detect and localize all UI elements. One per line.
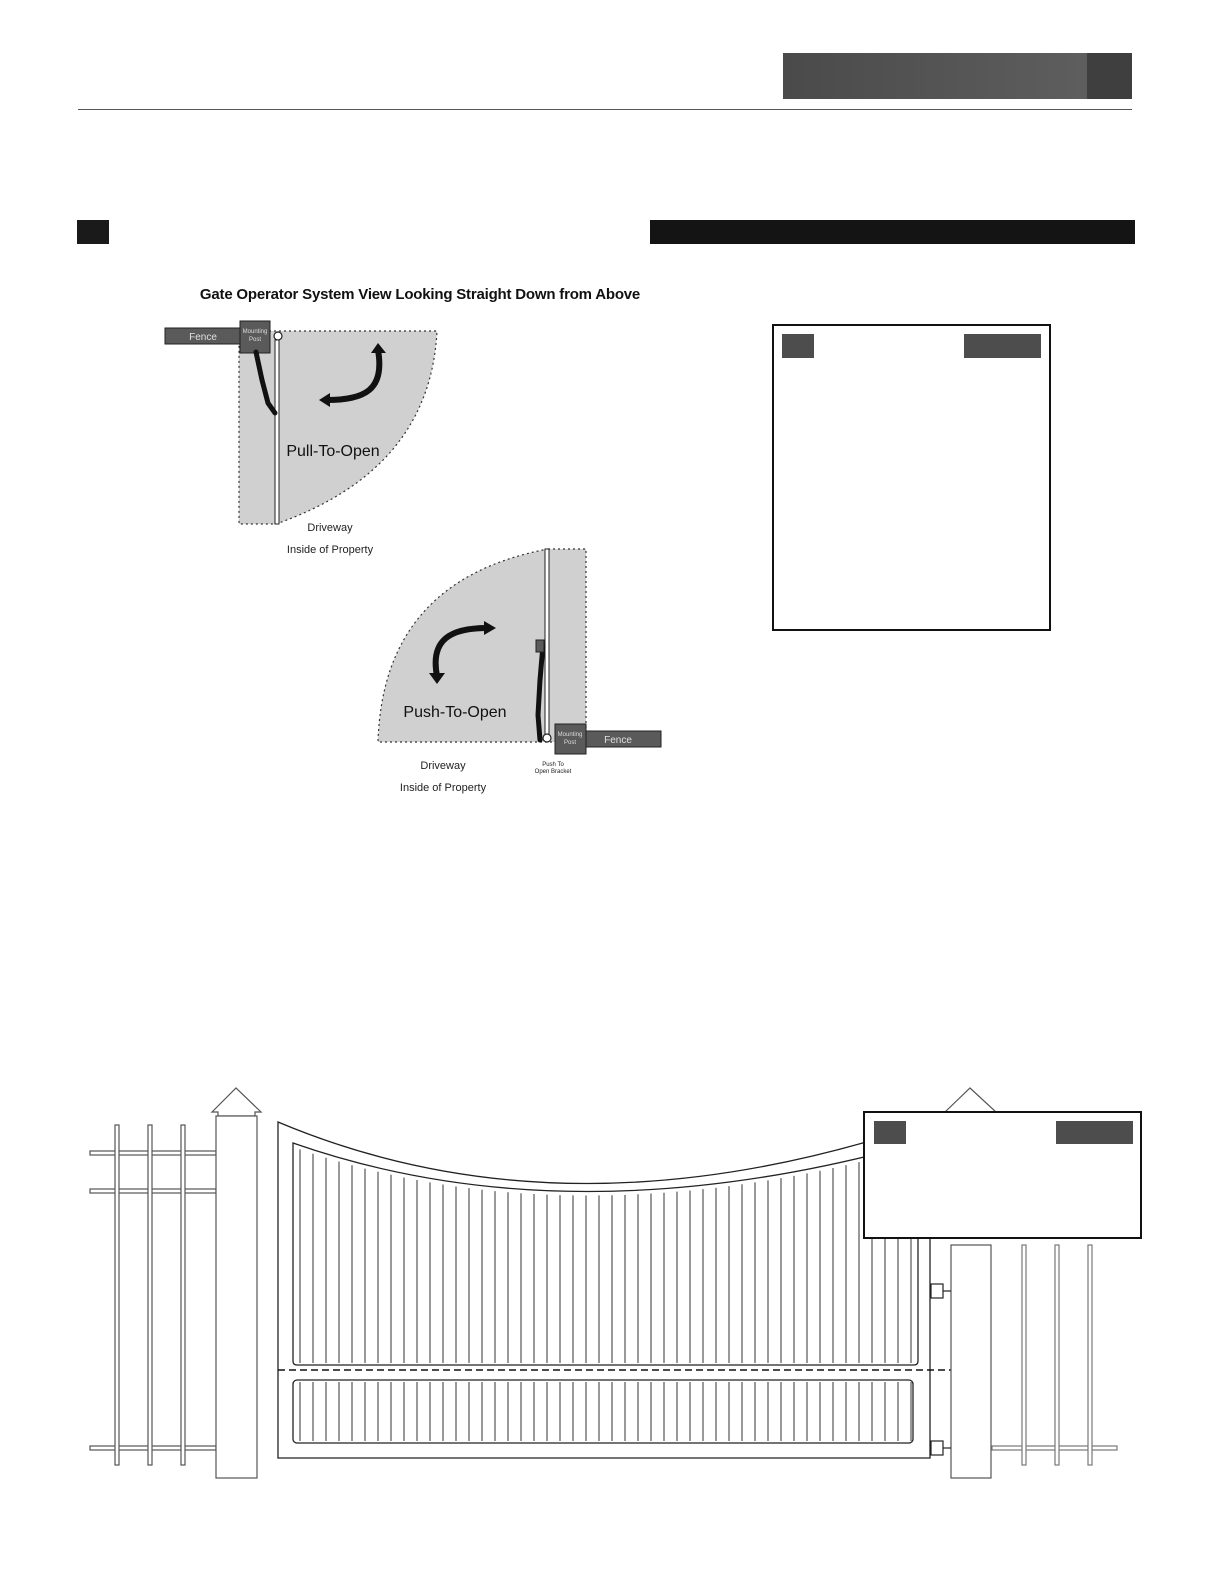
left-fence-rail-bottom [90,1446,216,1450]
push-mounting-post [555,724,586,754]
pull-swing-area [239,331,437,524]
notice-label-block [964,334,1041,358]
gate-outer-frame [278,1122,930,1458]
left-fence-rail-mid [90,1189,216,1193]
warning-label-block [1056,1121,1133,1144]
hinge-upper [931,1284,951,1298]
right-pillar-body [951,1245,991,1478]
left-pillar [212,1088,261,1478]
push-property-label: Inside of Property [399,782,487,794]
pull-mount-label-1: Mounting [242,329,268,335]
left-fence-picket [148,1125,152,1465]
push-bracket [536,640,544,652]
pull-mode-label: Pull-To-Open [286,443,380,460]
left-fence-picket [115,1125,119,1465]
push-fence-label: Fence [604,735,632,746]
right-fence-picket [1055,1245,1059,1465]
warning-icon-block [874,1121,906,1144]
hinge-lower [931,1441,951,1455]
push-gate-leaf [545,549,549,734]
pull-driveway-label: Driveway [307,522,353,534]
left-fence [90,1125,216,1465]
pull-gate-leaf [275,340,279,524]
push-bracket-label-1: Push To [542,762,564,768]
push-mode-label: Push-To-Open [403,704,507,721]
right-fence [992,1245,1117,1465]
right-fence-picket [1022,1245,1026,1465]
pull-to-open-diagram [165,321,437,556]
left-fence-picket [181,1125,185,1465]
push-mount-label-2: Post [563,740,577,746]
notice-icon-block [782,334,814,358]
pull-fence-label: Fence [189,332,217,343]
push-hinge [543,734,551,742]
push-driveway-label: Driveway [420,760,466,772]
right-fence-picket [1088,1245,1092,1465]
left-pillar-cap [212,1088,261,1116]
left-fence-rail-top [90,1151,216,1155]
gate-warning-box [863,1111,1142,1239]
caution-notice-box [772,324,1051,631]
push-to-open-diagram [378,549,661,794]
left-pillar-body [216,1116,257,1478]
push-bracket-label-2: Open Bracket [534,769,572,775]
pull-property-label: Inside of Property [286,544,374,556]
pull-hinge [274,332,282,340]
push-mount-label-1: Mounting [557,732,583,738]
pull-mount-label-2: Post [248,337,262,343]
diagram-title: Gate Operator System View Looking Straight Down from Above [199,286,641,303]
right-pillar-cap [945,1088,996,1112]
